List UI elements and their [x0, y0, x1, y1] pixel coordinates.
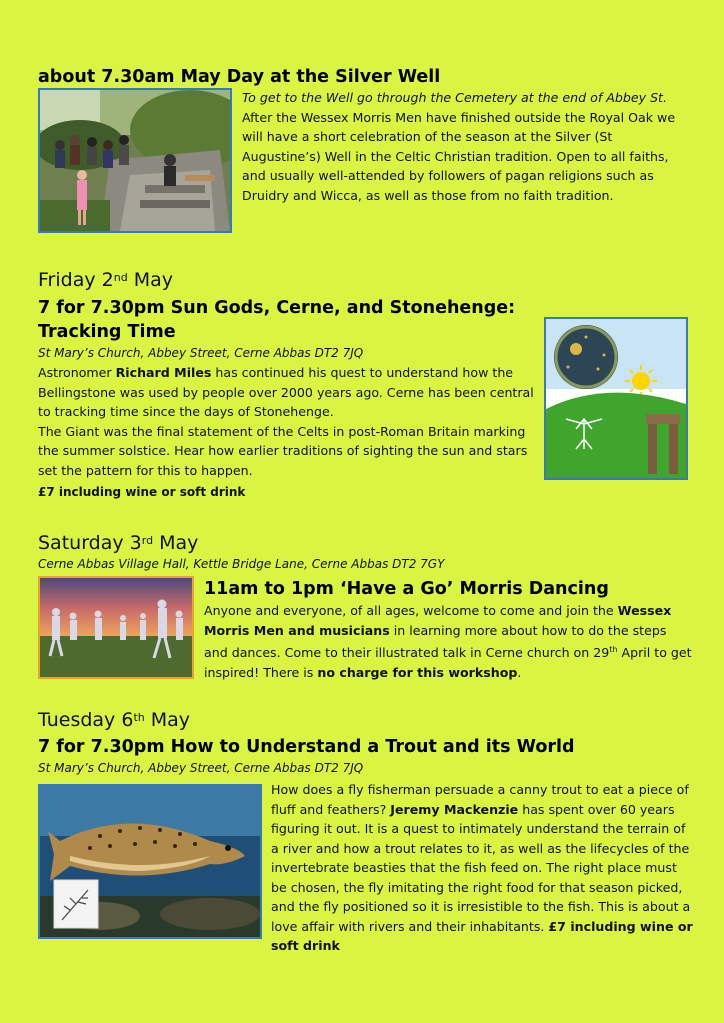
saturday-date: Saturday 3rd May — [38, 532, 199, 554]
silver-well-image — [40, 90, 230, 231]
tuesday-price: £7 including wine or soft drink — [271, 918, 693, 953]
well-body: After the Wessex Morris Men have finished outside the Royal Oak we will have a short celebration of the season at the Silver (St Augustine’s) Well in the Celtic Christian tradition. Open to all faiths, and usually well-attended by followers of pagan religions such as Druidry and Wicca, as well as those from no faith tradition. — [242, 109, 676, 203]
saturday-venue: Cerne Abbas Village Hall, Kettle Bridge Lane, Cerne Abbas DT2 7GY — [38, 557, 445, 571]
friday-heading-line1: 7 for 7.30pm Sun Gods, Cerne, and Stonehenge: — [38, 298, 516, 318]
morris-dancers-image — [40, 578, 192, 677]
friday-venue: St Mary’s Church, Abbey Street, Cerne Abbas DT2 7JQ — [38, 346, 364, 360]
friday-body2: The Giant was the final statement of the Celts in post-Roman Britain marking the summer solstice. Hear how earlier traditions of sighting the sun and stars set the pattern for this to happen. — [38, 423, 528, 478]
silver-well-photo — [38, 88, 232, 233]
tuesday-speaker: Jeremy Mackenzie — [390, 801, 519, 817]
well-directions: To get to the Well go through the Cemetery at the end of Abbey St. — [242, 90, 668, 105]
trout-image — [40, 786, 260, 937]
tuesday-heading: 7 for 7.30pm How to Understand a Trout and its World — [38, 737, 575, 757]
morris-dancing-photo — [38, 576, 194, 679]
saturday-heading: 11am to 1pm ‘Have a Go’ Morris Dancing — [204, 579, 609, 599]
saturday-bold-performers: Wessex Morris Men and musicians — [204, 603, 672, 638]
friday-speaker: Richard Miles — [115, 365, 212, 380]
friday-price: £7 including wine or soft drink — [38, 485, 246, 499]
saturday-bold-free: no charge for this workshop — [317, 664, 518, 680]
friday-date: Friday 2nd May — [38, 269, 174, 291]
well-heading: about 7.30am May Day at the Silver Well — [38, 67, 441, 87]
tuesday-description: How does a fly fisherman persuade a canny trout to eat a piece of fluff and feathers? Jeremy Mackenzie has spent over 60 years figuring it out. It is a quest to intimately understand the terrain of a river and how a trout relates to it, as well as the lifecycles of the invertebrate beasties that the fish feed on. The right place must be chosen, the fly imitating the right food for that season picked, and the fly positioned so it is irresistible to the fish. This is about a love affair with rivers and their inhabitants. £7 including wine or soft drink — [271, 782, 693, 953]
sun-gods-illustration — [544, 317, 688, 480]
nebra-disk-image — [546, 319, 686, 478]
well-description — [242, 88, 690, 205]
tuesday-date: Tuesday 6th May — [38, 709, 191, 731]
friday-heading-line2: Tracking Time — [38, 322, 176, 342]
trout-photo — [38, 784, 262, 939]
friday-description: Astronomer Richard Miles has continued his quest to understand how the Bellingstone was used by people over 2000 years ago. Cerne has been central to tracking time since the days of Stonehenge. The Giant was the final statement of the Celts in post-Roman Britain marking the summer solstice. Hear how earlier traditions of sighting the sun and stars set the pattern for this to happen. — [38, 365, 534, 478]
tuesday-venue: St Mary’s Church, Abbey Street, Cerne Abbas DT2 7JQ — [38, 761, 364, 775]
saturday-description: Anyone and everyone, of all ages, welcome to come and join the Wessex Morris Men and musicians in learning more about how to do the steps and dances. Come to their illustrated talk in Cerne church on 29th April to get inspired! There is no charge for this workshop. — [204, 603, 692, 680]
